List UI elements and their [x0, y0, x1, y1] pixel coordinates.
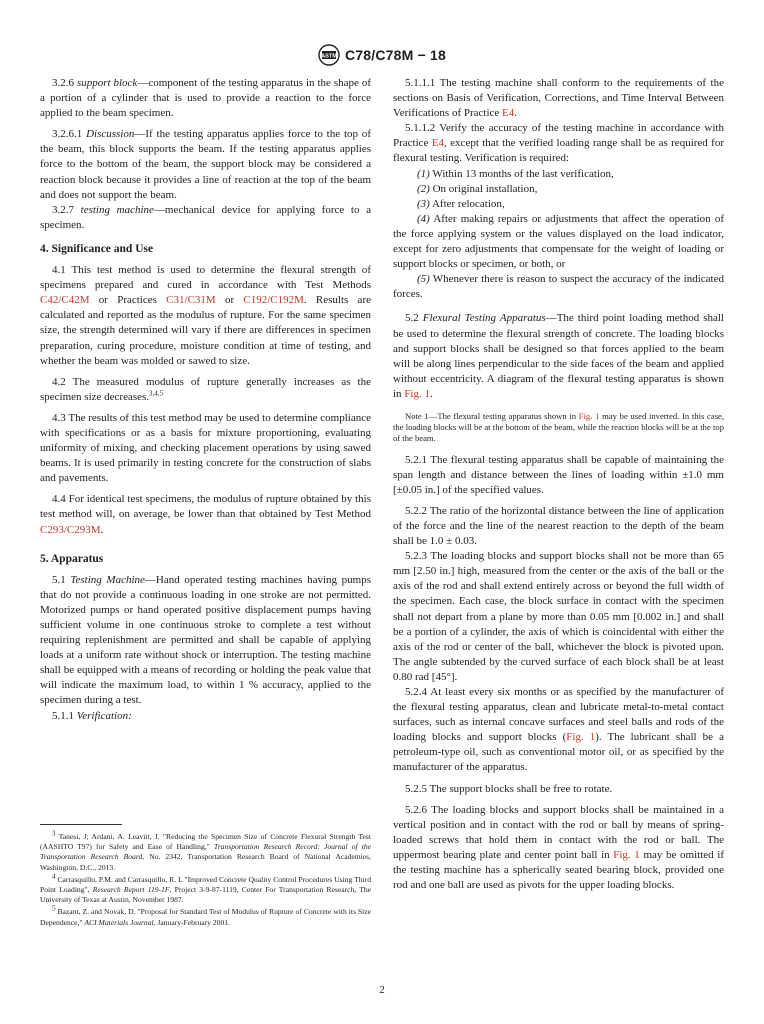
page-number: 2: [379, 984, 385, 996]
para-5-1-1-2: 5.1.1.2 Verify the accuracy of the testing machine in accordance with Practice E4, except that the verified loading range shall be as required for flexural testing. Verification is required:: [393, 122, 724, 165]
para-5-1: 5.1 Testing Machine—Hand operated testing machines having pumps that do not provide a continuous loading in one stroke are not permitted. Motorized pumps or hand operated positive displacement pumps having sufficient volume in one continuous stroke to complete a test without requiring replenishment are permitted and shall be capable of applying loads at a uniform rate without shock or interruption. The testing machine shall be equipped with a means of recording or holding the peak value that will indicate the maximum load, to within 1 % accuracy, applied to the specimen during a test.: [40, 573, 371, 707]
para-5-2: 5.2 Flexural Testing Apparatus—The third point loading method shall be used to determine the flexural strength of concrete. The loading blocks and support blocks shall be designed so that forces applied to the beam will be along lines perpendicular to the side faces of the beam and applied without eccentricity. A diagram of the flexural testing apparatus is shown in Fig. 1.: [393, 312, 724, 400]
footnote-divider: [40, 824, 122, 825]
list-item-5: (5) Whenever there is reason to suspect the accuracy of the indicated forces.: [393, 273, 724, 301]
list-item-4: (4) After making repairs or adjustments that affect the operation of the force applying system or the values displayed on the load indicator, except for zero adjustments that compensate for the weight of loading or support blocks or specimen, or both, or: [393, 212, 724, 271]
list-item-2: (2) On original installation,: [417, 182, 538, 195]
para-5-2-3: 5.2.3 The loading blocks and support blocks shall not be more than 65 mm [2.50 in.] high, measured from the center or the axis of the ball or the axis of the rod and shall extend entirely across or beyond the full width of the specimen. Each case, the block surface in contact with the specimen shall not depart from a plane by more than 0.05 mm [0.002 in.] and shall be a portion of a cylinder, the axis of which is coincidental with either the axis of the rod or center of the ball, whichever the block is pivoted upon. The angle subtended by the curved surface of each block shall be at least 0.80 rad [45°].: [393, 550, 724, 683]
list-item-1: (1) Within 13 months of the last verification,: [417, 167, 614, 180]
para-4-1: 4.1 This test method is used to determine the flexural strength of specimens prepared and cured in accordance with Test Methods C42/C42M or Practices C31/C31M or C192/C192M. Results are calculated and reported as the modulus of rupture. For the same specimen size, the strength determined will vary if there are differences in specimen preparation, curing procedure, moisture condition at time of testing, and whether the beam was molded or sawed to size.: [40, 264, 371, 367]
ref-e4-b[interactable]: E4: [431, 137, 445, 150]
ref-fig1-c[interactable]: Fig. 1: [613, 848, 640, 861]
para-5-2-6: 5.2.6 The loading blocks and support blocks shall be maintained in a vertical position and in contact with the rod or ball by means of spring-loaded screws that hold them in contact with the rod or ball. The uppermost bearing plate and center point ball in Fig. 1 may be omitted if the testing machine has a spherically seated bearing block, provided one rod and one ball are used as pivots for the upper loading blocks.: [393, 803, 724, 892]
astm-logo-icon: [318, 44, 340, 66]
para-4-2: 4.2 The measured modulus of rupture generally increases as the specimen size decreases.$^{3,4,5}$: [40, 375, 371, 403]
list-item-3: (3) After relocation,: [417, 197, 505, 210]
para-5-1-1: 5.1.1 Verification:: [52, 709, 132, 722]
section-4-heading: 4. Significance and Use: [40, 242, 154, 255]
ref-c293[interactable]: C293/C293M: [40, 523, 101, 536]
para-3-2-7: 3.2.7 testing machine—mechanical device for applying force to a specimen.: [40, 203, 371, 231]
para-4-4: 4.4 For identical test specimens, the modulus of rupture obtained by this test method will, on average, be lower than that obtained by Test Method C293/C293M.: [40, 493, 371, 536]
right-column: [393, 76, 724, 893]
para-3-2-6-1: 3.2.6.1 Discussion—If the testing apparatus applies force to the top of the beam, this block supports the beam. If the testing apparatus applies force to the bottom of the beam, the support block may be considered a reaction block because it provides a line of reaction at the top of the beam and does not support the beam.: [40, 128, 371, 201]
section-5-heading: 5. Apparatus: [40, 552, 104, 565]
para-3-2-6: 3.2.6 support block—component of the testing apparatus in the shape of a portion of a cylinder that is used to provide a reaction to the force applied to the beam specimen.: [40, 77, 371, 120]
document-designation: C78/C78M − 18: [344, 47, 447, 63]
para-4-3: 4.3 The results of this test method may be used to determine compliance with specifications or as a basis for mixture proportioning, evaluating uniformity of mixing, and checking placement operations by using sawed beams. It is used primarily in testing concrete for the construction of slabs and pavements.: [40, 411, 371, 485]
footnote-3: $^3$ Tanesi, J; Ardani, A. Leavitt, J. "Reducing the Specimen Size of Concrete Flexural Strength Test (AASHTO T97) for Safety and Ease of Handling," Transportation Research Record: Journal of the Transportation Research Board, No. 2342, Transportation Research Board of National Academies, Washington, D.C., 2013.: [40, 829, 372, 872]
ref-c31[interactable]: C31/C31M: [166, 294, 216, 307]
ref-fig1-a[interactable]: Fig. 1: [404, 387, 430, 400]
ref-c42[interactable]: C42/C42M: [40, 294, 90, 307]
ref-e4-a[interactable]: E4: [502, 107, 515, 120]
footnote-4: $^4$ Carrasquillo, P.M. and Carrasquillo, R. L "Improved Concrete Quality Control Procedures Using Third Point Loading", Research Report 119-1F, Project 3-9-87-1119, Center For Transportation Research, The University of Texas at Austin, November 1987.: [40, 872, 372, 905]
note-1: Note 1—The flexural testing apparatus shown in Fig. 1 may be used inverted. In this case, the loading blocks will be at the bottom of the beam, while the reaction blocks will be at the top of the beam.: [393, 410, 724, 444]
footnote-5: $^5$ Bazant, Z. and Novak, D. "Proposal for Standard Test of Modulus of Rupture of Concrete with its Size Dependence," ACI Materials Journal, January-February 2001.: [40, 904, 371, 927]
para-5-2-5: 5.2.5 The support blocks shall be free to rotate.: [405, 782, 613, 795]
ref-fig1-b[interactable]: Fig. 1: [566, 731, 596, 744]
para-5-2-2: 5.2.2 The ratio of the horizontal distance between the line of application of the force and the line of the nearest reaction to the depth of the beam shall be 1.0 ± 0.03.: [393, 504, 724, 548]
left-column: [40, 76, 371, 724]
para-5-1-1-1: 5.1.1.1 The testing machine shall conform to the requirements of the sections on Basis of Verification, Corrections, and Time Interval Between Verifications of Practice E4.: [393, 77, 724, 120]
para-5-2-4: 5.2.4 At least every six months or as specified by the manufacturer of the flexural testing apparatus, clean and lubricate metal-to-metal contact surfaces, such as internal concave surfaces and steel balls and rods of the loading blocks and support blocks (Fig. 1). The lubricant shall be a petroleum-type oil, such as conventional motor oil, or as specified by the manufacturer of the apparatus.: [393, 685, 724, 774]
para-5-2-1: 5.2.1 The flexural testing apparatus shall be capable of maintaining the span length and distance between the lines of loading within ±1.0 mm [±0.05 in.] of the specified values.: [393, 453, 724, 496]
page-header: [0, 44, 764, 66]
footnotes: [40, 829, 372, 930]
ref-fig1-note[interactable]: Fig. 1: [578, 410, 600, 421]
ref-c192[interactable]: C192/C192M: [243, 294, 304, 307]
svg-text:ASTM: ASTM: [321, 53, 337, 60]
